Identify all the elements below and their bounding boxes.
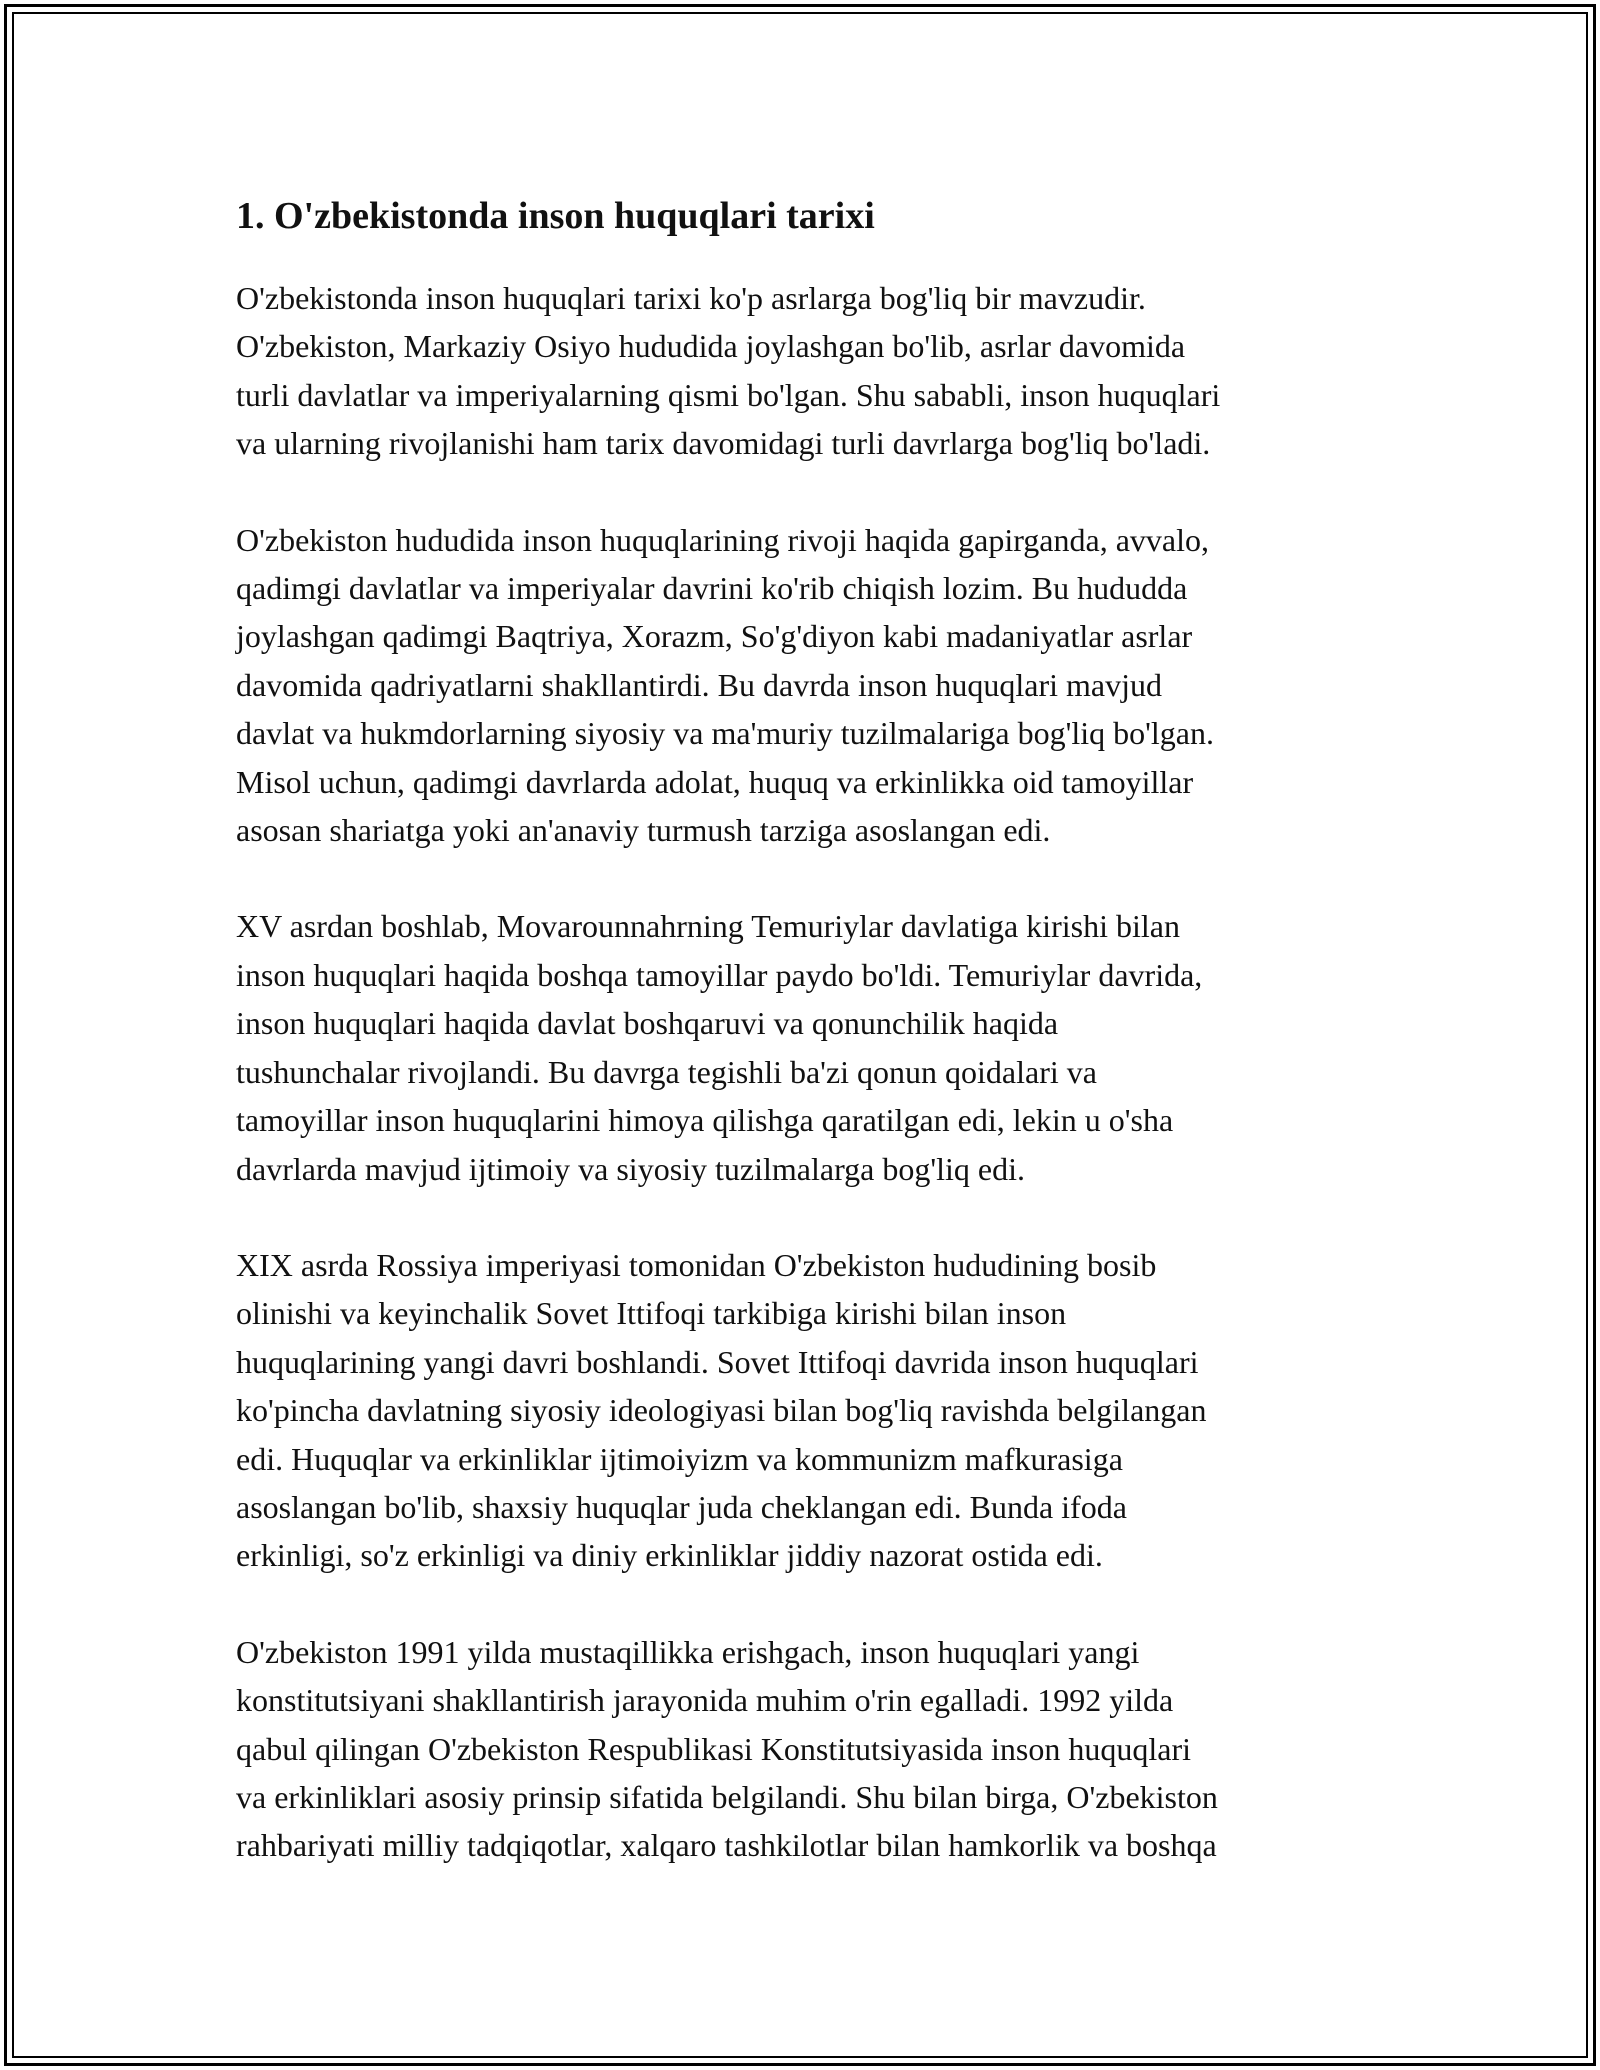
paragraph-4: XIX asrda Rossiya imperiyasi tomonidan O'zbekiston hududining bosib olinishi va keyinchalik Sovet Ittifoqi tarkibiga kirishi bilan inson huquqlarining yangi davri boshlandi. Sovet Ittifoqi davrida inson huquqlari ko'pincha davlatning siyosiy ideologiyasi bilan bog'liq ravishda belgilangan edi. Huquqlar va erkinliklar ijtimoiyizm va kommunizm mafkurasiga asoslangan bo'lib, shaxsiy huquqlar juda cheklangan edi. Bunda ifoda erkinligi, so'z erkinligi va diniy erkinliklar jiddiy nazorat ostida edi. — [236, 1246, 1207, 1574]
document-body — [236, 186, 1366, 1918]
paragraph-2: O'zbekiston hududida inson huquqlarining rivoji haqida gapirganda, avvalo, qadimgi davlatlar va imperiyalar davrini ko'rib chiqish lozim. Bu hududda joylashgan qadimgi Baqtriya, Xorazm, So'g'diyon kabi madaniyatlar asrlar davomida qadriyatlarni shakllantirdi. Bu davrda inson huquqlari mavjud davlat va hukmdorlarning siyosiy va ma'muriy tuzilmalariga bog'liq bo'lgan. Misol uchun, qadimgi davrlarda adolat, huquq va erkinlikka oid tamoyillar asosan shariatga yoki an'anaviy turmush tarziga asoslangan edi. — [236, 521, 1214, 849]
paragraph-5: O'zbekiston 1991 yilda mustaqillikka erishgach, inson huquqlari yangi konstitutsiyani shakllantirish jarayonida muhim o'rin egalladi. 1992 yilda qabul qilingan O'zbekiston Respublikasi Konstitutsiyasida inson huquqlari va erkinliklari asosiy prinsip sifatida belgilandi. Shu bilan birga, O'zbekiston rahbariyati milliy tadqiqotlar, xalqaro tashkilotlar bilan hamkorlik va boshqa — [236, 1633, 1218, 1864]
paragraph-1: O'zbekistonda inson huquqlari tarixi ko'p asrlarga bog'liq bir mavzudir. O'zbekiston, Markaziy Osiyo hududida joylashgan bo'lib, asrlar davomida turli davlatlar va imperiyalarning qismi bo'lgan. Shu sababli, inson huquqlari va ularning rivojlanishi ham tarix davomidagi turli davrlarga bog'liq bo'ladi. — [236, 280, 1221, 462]
section-heading: 1. O'zbekistonda inson huquqlari tarixi — [236, 195, 875, 237]
paragraph-3: XV asrdan boshlab, Movarounnahrning Temuriylar davlatiga kirishi bilan inson huquqlari haqida boshqa tamoyillar paydo bo'ldi. Temuriylar davrida, inson huquqlari haqida davlat boshqaruvi va qonunchilik haqida tushunchalar rivojlandi. Bu davrga tegishli ba'zi qonun qoidalari va tamoyillar inson huquqlarini himoya qilishga qaratilgan edi, lekin u o'sha davrlarda mavjud ijtimoiy va siyosiy tuzilmalarga bog'liq edi. — [236, 908, 1203, 1187]
